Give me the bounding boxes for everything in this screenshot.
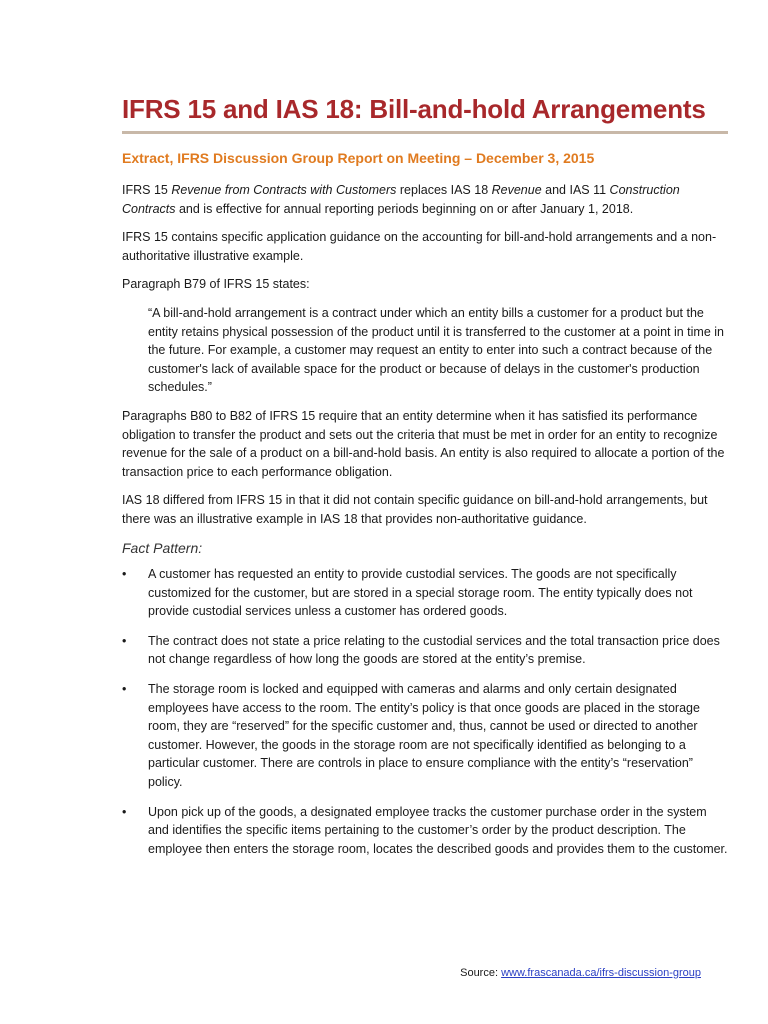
document-body	[122, 181, 728, 869]
intro-paragraph-1	[122, 181, 728, 218]
standard-title-ias11: Construction Contracts	[122, 183, 680, 216]
bullet-icon: •	[122, 633, 127, 648]
list-item	[122, 632, 728, 669]
text-run: and is effective for annual reporting periods beginning on or after January 1, 2018.	[175, 201, 634, 216]
source-footer	[460, 967, 701, 979]
intro-paragraph-5: IAS 18 differed from IFRS 15 in that it did not contain specific guidance on bill-and-hold arrangements, but there was an illustrative example in IAS 18 that provides non-authoritative guidance.	[122, 493, 708, 526]
block-quote: “A bill-and-hold arrangement is a contract under which an entity bills a customer for a product but the entity retains physical possession of the product until it is transferred to the customer at a point in time in the future. For example, a customer may request an entity to enter into such a contract because of the customer's lack of available space for the product or because of delays in the customer's production schedules.”	[148, 305, 724, 395]
list-item-text: Upon pick up of the goods, a designated employee tracks the customer purchase order in the system and identifies the specific items pertaining to the customer’s order by the product description. The employee then enters the storage room, locates the described goods and provides them to the customer.	[148, 804, 728, 856]
bullet-icon: •	[122, 804, 127, 819]
standard-title-ias18: Revenue	[491, 183, 542, 197]
text-run: IFRS 15	[122, 183, 172, 197]
fact-pattern-heading: Fact Pattern:	[122, 539, 203, 556]
page-title: IFRS 15 and IAS 18: Bill-and-hold Arrangements	[122, 94, 706, 124]
page-subtitle: Extract, IFRS Discussion Group Report on Meeting – December 3, 2015	[122, 150, 595, 166]
text-run: replaces IAS 18	[396, 183, 492, 197]
text-run: and IAS 11	[541, 183, 610, 197]
fact-pattern-list	[122, 565, 728, 858]
bullet-icon: •	[122, 682, 127, 697]
list-item	[122, 680, 728, 792]
source-label: Source:	[460, 967, 502, 979]
intro-paragraph-3: Paragraph B79 of IFRS 15 states:	[122, 277, 310, 292]
intro-paragraph-2: IFRS 15 contains specific application guidance on the accounting for bill-and-hold arrangements and a non-authoritative illustrative example.	[122, 230, 717, 263]
list-item	[122, 803, 728, 859]
list-item-text: The contract does not state a price relating to the custodial services and the total transaction price does not change regardless of how long the goods are stored at the entity’s premise.	[148, 633, 720, 667]
list-item-text: A customer has requested an entity to provide custodial services. The goods are not specifically customized for the customer, but are stored in a special storage room. The entity typically does not provide custodial services unless a customer has ordered goods.	[148, 567, 693, 619]
list-item-text: The storage room is locked and equipped with cameras and alarms and only certain designated employees have access to the room. The entity’s policy is that once goods are placed in the storage room, they are “reserved” for the specific customer and, thus, cannot be used or directed to another customer. However, the goods in the storage room are not specifically identified as belonging to a particular customer. There are controls in place to ensure compliance with the entity’s “reservation” policy.	[148, 682, 700, 790]
title-divider	[122, 131, 728, 134]
bullet-icon: •	[122, 567, 127, 582]
standard-title-ifrs15: Revenue from Contracts with Customers	[171, 183, 397, 197]
source-link[interactable]: www.frascanada.ca/ifrs-discussion-group	[501, 967, 701, 979]
list-item	[122, 565, 728, 621]
intro-paragraph-4: Paragraphs B80 to B82 of IFRS 15 require that an entity determine when it has satisfied its performance obligation to transfer the product and sets out the criteria that must be met in order for an entity to recognize revenue for the sale of a product on a bill-and-hold basis. An entity is also required to allocate a portion of the transaction price to each performance obligation.	[122, 408, 725, 479]
